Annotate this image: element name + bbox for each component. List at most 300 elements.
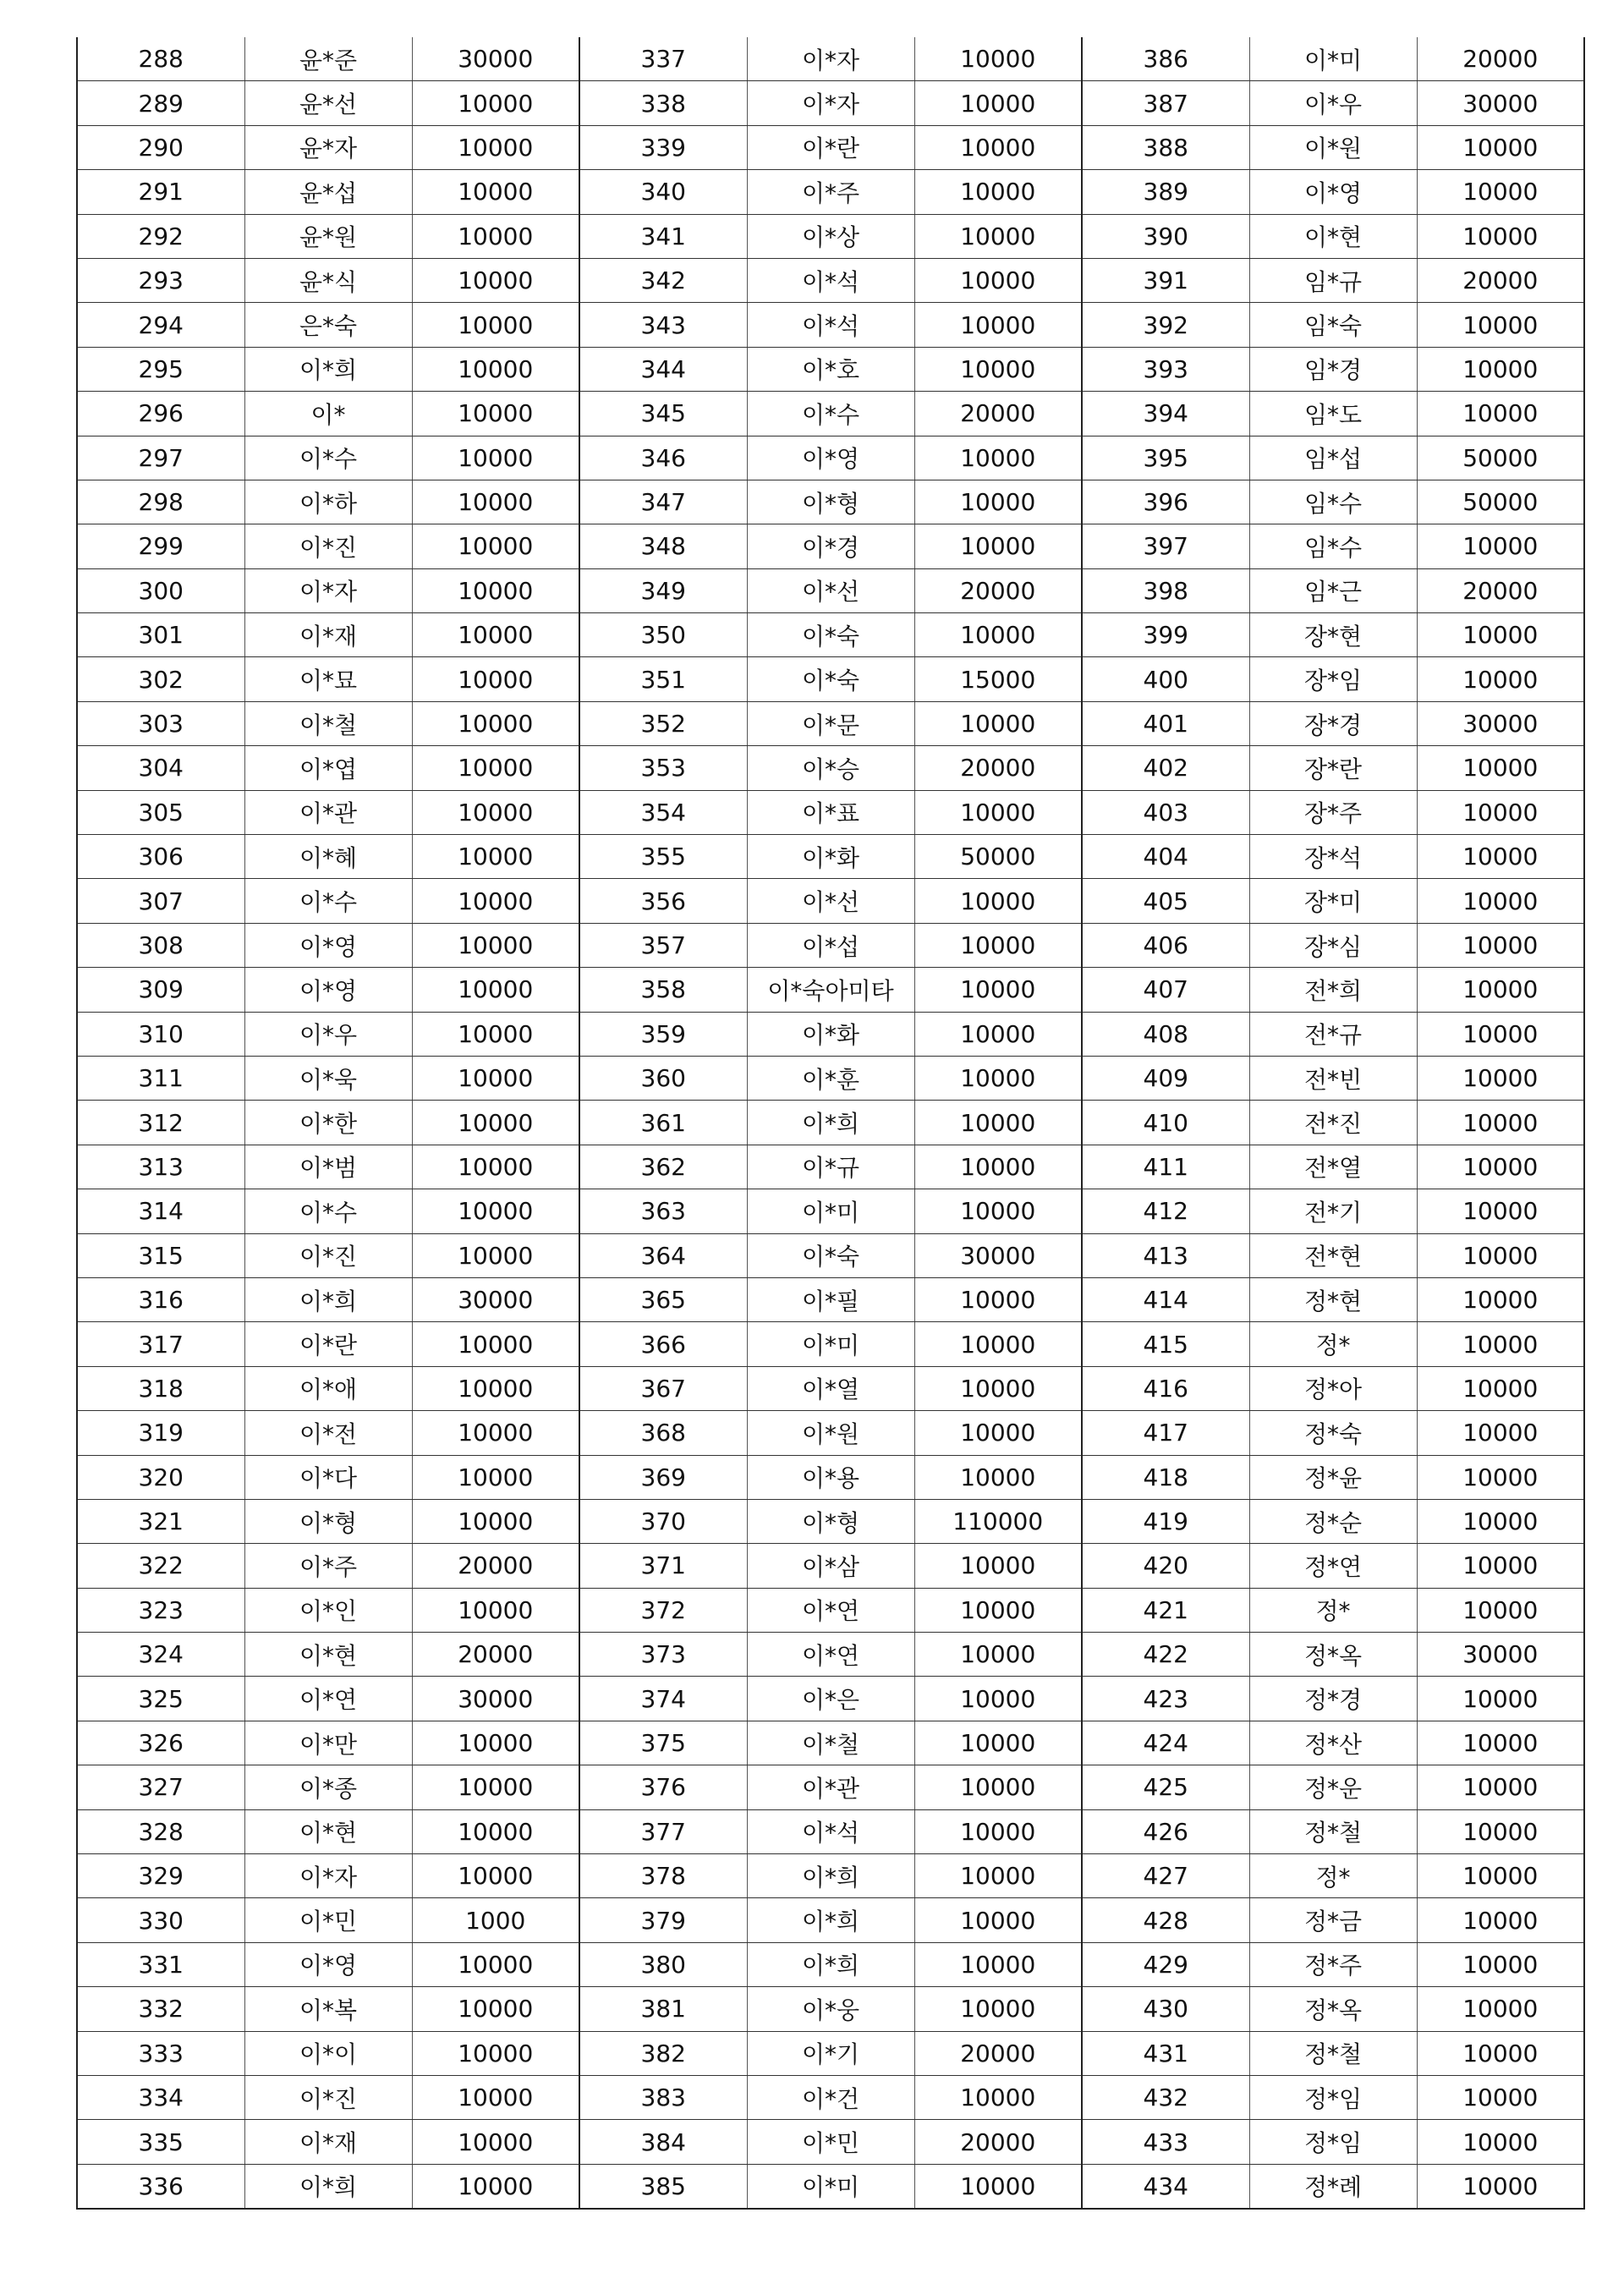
cell-amount: 10000 xyxy=(412,170,579,214)
cell-name: 이*숙 xyxy=(747,613,914,657)
cell-number: 294 xyxy=(77,303,244,347)
cell-number: 398 xyxy=(1082,568,1249,612)
cell-name: 이*영 xyxy=(747,436,914,480)
cell-amount: 10000 xyxy=(412,1366,579,1410)
cell-name: 전*열 xyxy=(1249,1145,1417,1189)
cell-number: 382 xyxy=(579,2031,747,2075)
cell-name: 이*복 xyxy=(244,1987,412,2031)
cell-amount: 10000 xyxy=(412,81,579,125)
cell-number: 343 xyxy=(579,303,747,347)
cell-amount: 10000 xyxy=(412,1056,579,1100)
cell-number: 362 xyxy=(579,1145,747,1189)
cell-number: 357 xyxy=(579,923,747,967)
cell-name: 이*필 xyxy=(747,1277,914,1321)
cell-name: 이*민 xyxy=(747,2120,914,2164)
cell-number: 368 xyxy=(579,1411,747,1455)
cell-amount: 10000 xyxy=(1417,1942,1584,1986)
cell-amount: 10000 xyxy=(412,1854,579,1898)
cell-name: 이*범 xyxy=(244,1145,412,1189)
cell-name: 이*희 xyxy=(244,2164,412,2209)
table-row xyxy=(77,2075,1584,2119)
cell-amount: 10000 xyxy=(412,835,579,879)
cell-name: 정*옥 xyxy=(1249,1987,1417,2031)
table-row xyxy=(77,258,1584,302)
cell-name: 이*애 xyxy=(244,1366,412,1410)
cell-amount: 10000 xyxy=(412,1233,579,1277)
cell-amount: 10000 xyxy=(914,1854,1082,1898)
cell-name: 정* xyxy=(1249,1588,1417,1632)
cell-number: 385 xyxy=(579,2164,747,2209)
cell-number: 416 xyxy=(1082,1366,1249,1410)
cell-amount: 20000 xyxy=(914,746,1082,790)
cell-name: 이*미 xyxy=(747,2164,914,2209)
cell-amount: 10000 xyxy=(1417,835,1584,879)
cell-number: 379 xyxy=(579,1898,747,1942)
cell-amount: 20000 xyxy=(914,392,1082,436)
cell-number: 391 xyxy=(1082,258,1249,302)
cell-amount: 10000 xyxy=(914,1189,1082,1233)
cell-amount: 10000 xyxy=(1417,125,1584,169)
cell-name: 정*철 xyxy=(1249,2031,1417,2075)
cell-amount: 10000 xyxy=(412,1765,579,1809)
cell-amount: 10000 xyxy=(412,1322,579,1366)
cell-amount: 10000 xyxy=(1417,347,1584,391)
cell-name: 이*숙 xyxy=(747,1233,914,1277)
cell-amount: 10000 xyxy=(1417,1012,1584,1056)
cell-name: 전*진 xyxy=(1249,1101,1417,1145)
cell-number: 339 xyxy=(579,125,747,169)
cell-number: 408 xyxy=(1082,1012,1249,1056)
cell-number: 419 xyxy=(1082,1499,1249,1543)
cell-number: 328 xyxy=(77,1809,244,1853)
cell-name: 이*현 xyxy=(244,1633,412,1677)
cell-number: 355 xyxy=(579,835,747,879)
cell-number: 325 xyxy=(77,1677,244,1721)
cell-amount: 10000 xyxy=(1417,2031,1584,2075)
cell-amount: 10000 xyxy=(914,1721,1082,1765)
cell-amount: 10000 xyxy=(914,1411,1082,1455)
cell-amount: 10000 xyxy=(914,2164,1082,2209)
cell-name: 윤*준 xyxy=(244,37,412,81)
cell-amount: 20000 xyxy=(412,1633,579,1677)
cell-name: 이*재 xyxy=(244,613,412,657)
cell-name: 정*임 xyxy=(1249,2075,1417,2119)
donor-table xyxy=(76,37,1585,2210)
cell-amount: 10000 xyxy=(412,214,579,258)
cell-name: 이*웅 xyxy=(747,1987,914,2031)
table-row xyxy=(77,1322,1584,1366)
cell-number: 346 xyxy=(579,436,747,480)
cell-name: 정*주 xyxy=(1249,1942,1417,1986)
cell-number: 407 xyxy=(1082,968,1249,1012)
cell-name: 이*우 xyxy=(1249,81,1417,125)
cell-number: 414 xyxy=(1082,1277,1249,1321)
cell-number: 302 xyxy=(77,657,244,701)
cell-number: 404 xyxy=(1082,835,1249,879)
cell-number: 396 xyxy=(1082,480,1249,524)
cell-amount: 10000 xyxy=(914,1633,1082,1677)
cell-amount: 10000 xyxy=(914,613,1082,657)
cell-amount: 10000 xyxy=(914,1677,1082,1721)
table-row xyxy=(77,1366,1584,1410)
cell-amount: 10000 xyxy=(412,1499,579,1543)
cell-name: 이*철 xyxy=(244,701,412,745)
cell-amount: 10000 xyxy=(914,347,1082,391)
cell-number: 330 xyxy=(77,1898,244,1942)
cell-name: 이*진 xyxy=(244,2075,412,2119)
cell-name: 이*영 xyxy=(1249,170,1417,214)
cell-amount: 10000 xyxy=(412,657,579,701)
table-row xyxy=(77,524,1584,568)
cell-amount: 10000 xyxy=(1417,1322,1584,1366)
cell-name: 윤*자 xyxy=(244,125,412,169)
cell-name: 이*규 xyxy=(747,1145,914,1189)
cell-number: 291 xyxy=(77,170,244,214)
cell-name: 임*수 xyxy=(1249,480,1417,524)
table-row xyxy=(77,657,1584,701)
table-row xyxy=(77,480,1584,524)
cell-amount: 30000 xyxy=(412,1677,579,1721)
cell-amount: 10000 xyxy=(1417,1721,1584,1765)
table-row xyxy=(77,1898,1584,1942)
cell-number: 412 xyxy=(1082,1189,1249,1233)
cell-name: 이*수 xyxy=(244,879,412,923)
cell-number: 365 xyxy=(579,1277,747,1321)
cell-number: 326 xyxy=(77,1721,244,1765)
cell-amount: 10000 xyxy=(914,1809,1082,1853)
cell-number: 356 xyxy=(579,879,747,923)
cell-name: 장*석 xyxy=(1249,835,1417,879)
cell-number: 290 xyxy=(77,125,244,169)
cell-amount: 10000 xyxy=(412,2120,579,2164)
cell-amount: 10000 xyxy=(1417,1588,1584,1632)
cell-name: 이*수 xyxy=(747,392,914,436)
table-row xyxy=(77,701,1584,745)
cell-name: 이*욱 xyxy=(244,1056,412,1100)
cell-number: 399 xyxy=(1082,613,1249,657)
cell-number: 395 xyxy=(1082,436,1249,480)
cell-name: 이*석 xyxy=(747,1809,914,1853)
cell-name: 전*빈 xyxy=(1249,1056,1417,1100)
cell-amount: 20000 xyxy=(1417,37,1584,81)
cell-amount: 10000 xyxy=(1417,1499,1584,1543)
cell-name: 이*미 xyxy=(1249,37,1417,81)
cell-amount: 10000 xyxy=(1417,879,1584,923)
cell-name: 전*규 xyxy=(1249,1012,1417,1056)
cell-name: 이* xyxy=(244,392,412,436)
cell-amount: 20000 xyxy=(914,568,1082,612)
cell-amount: 10000 xyxy=(412,879,579,923)
table-row xyxy=(77,613,1584,657)
cell-amount: 10000 xyxy=(914,480,1082,524)
cell-amount: 10000 xyxy=(412,968,579,1012)
cell-number: 428 xyxy=(1082,1898,1249,1942)
cell-name: 이*현 xyxy=(1249,214,1417,258)
cell-amount: 10000 xyxy=(412,701,579,745)
cell-amount: 10000 xyxy=(914,1455,1082,1499)
cell-name: 이*석 xyxy=(747,258,914,302)
cell-amount: 10000 xyxy=(412,1189,579,1233)
cell-amount: 10000 xyxy=(914,1898,1082,1942)
cell-name: 임*근 xyxy=(1249,568,1417,612)
cell-name: 이*희 xyxy=(747,1854,914,1898)
cell-name: 이*관 xyxy=(244,790,412,834)
cell-amount: 10000 xyxy=(1417,1056,1584,1100)
cell-amount: 10000 xyxy=(1417,1987,1584,2031)
cell-amount: 10000 xyxy=(1417,1366,1584,1410)
cell-amount: 10000 xyxy=(412,1012,579,1056)
cell-name: 이*연 xyxy=(244,1677,412,1721)
cell-amount: 10000 xyxy=(412,2075,579,2119)
cell-name: 이*희 xyxy=(747,1898,914,1942)
cell-amount: 10000 xyxy=(1417,1677,1584,1721)
cell-amount: 10000 xyxy=(1417,613,1584,657)
cell-number: 387 xyxy=(1082,81,1249,125)
cell-number: 383 xyxy=(579,2075,747,2119)
cell-name: 이*수 xyxy=(244,436,412,480)
cell-number: 353 xyxy=(579,746,747,790)
cell-name: 정*숙 xyxy=(1249,1411,1417,1455)
cell-number: 394 xyxy=(1082,392,1249,436)
cell-amount: 10000 xyxy=(1417,1233,1584,1277)
cell-name: 이*상 xyxy=(747,214,914,258)
cell-amount: 30000 xyxy=(1417,701,1584,745)
cell-name: 전*기 xyxy=(1249,1189,1417,1233)
cell-amount: 10000 xyxy=(1417,1101,1584,1145)
cell-amount: 10000 xyxy=(914,170,1082,214)
cell-number: 425 xyxy=(1082,1765,1249,1809)
cell-amount: 20000 xyxy=(914,2120,1082,2164)
table-row xyxy=(77,1499,1584,1543)
cell-name: 이*숙 xyxy=(747,657,914,701)
cell-number: 323 xyxy=(77,1588,244,1632)
cell-number: 333 xyxy=(77,2031,244,2075)
cell-name: 이*한 xyxy=(244,1101,412,1145)
cell-name: 정*례 xyxy=(1249,2164,1417,2209)
cell-name: 이*란 xyxy=(244,1322,412,1366)
cell-number: 361 xyxy=(579,1101,747,1145)
cell-name: 이*원 xyxy=(747,1411,914,1455)
table-row xyxy=(77,1677,1584,1721)
cell-number: 430 xyxy=(1082,1987,1249,2031)
cell-amount: 10000 xyxy=(1417,790,1584,834)
cell-amount: 10000 xyxy=(412,436,579,480)
cell-name: 이*섭 xyxy=(747,923,914,967)
cell-amount: 10000 xyxy=(412,1721,579,1765)
cell-name: 정*산 xyxy=(1249,1721,1417,1765)
cell-amount: 10000 xyxy=(1417,1277,1584,1321)
cell-number: 341 xyxy=(579,214,747,258)
cell-amount: 10000 xyxy=(1417,1145,1584,1189)
cell-amount: 10000 xyxy=(1417,392,1584,436)
table-row xyxy=(77,37,1584,81)
cell-name: 이*호 xyxy=(747,347,914,391)
cell-number: 316 xyxy=(77,1277,244,1321)
cell-number: 308 xyxy=(77,923,244,967)
cell-amount: 20000 xyxy=(412,1544,579,1588)
cell-number: 401 xyxy=(1082,701,1249,745)
cell-name: 이*종 xyxy=(244,1765,412,1809)
cell-name: 임*규 xyxy=(1249,258,1417,302)
cell-number: 392 xyxy=(1082,303,1249,347)
cell-number: 315 xyxy=(77,1233,244,1277)
cell-name: 이*묘 xyxy=(244,657,412,701)
cell-amount: 10000 xyxy=(412,1987,579,2031)
table-row xyxy=(77,568,1584,612)
cell-number: 359 xyxy=(579,1012,747,1056)
cell-amount: 10000 xyxy=(1417,303,1584,347)
cell-number: 324 xyxy=(77,1633,244,1677)
cell-number: 301 xyxy=(77,613,244,657)
cell-amount: 30000 xyxy=(1417,1633,1584,1677)
cell-amount: 10000 xyxy=(1417,746,1584,790)
cell-name: 이*주 xyxy=(747,170,914,214)
table-row xyxy=(77,2164,1584,2209)
cell-amount: 10000 xyxy=(914,1765,1082,1809)
cell-name: 정*운 xyxy=(1249,1765,1417,1809)
cell-amount: 10000 xyxy=(914,214,1082,258)
cell-number: 358 xyxy=(579,968,747,1012)
cell-name: 임*숙 xyxy=(1249,303,1417,347)
cell-amount: 10000 xyxy=(914,1322,1082,1366)
cell-name: 이*연 xyxy=(747,1633,914,1677)
cell-number: 413 xyxy=(1082,1233,1249,1277)
cell-name: 이*이 xyxy=(244,2031,412,2075)
table-row xyxy=(77,1633,1584,1677)
cell-name: 전*현 xyxy=(1249,1233,1417,1277)
cell-amount: 10000 xyxy=(412,2031,579,2075)
cell-name: 임*섭 xyxy=(1249,436,1417,480)
cell-number: 334 xyxy=(77,2075,244,2119)
cell-amount: 30000 xyxy=(1417,81,1584,125)
cell-name: 이*기 xyxy=(747,2031,914,2075)
cell-number: 411 xyxy=(1082,1145,1249,1189)
cell-amount: 10000 xyxy=(914,879,1082,923)
cell-name: 이*주 xyxy=(244,1544,412,1588)
cell-amount: 10000 xyxy=(914,524,1082,568)
table-row xyxy=(77,746,1584,790)
cell-number: 377 xyxy=(579,1809,747,1853)
table-row xyxy=(77,1765,1584,1809)
cell-amount: 10000 xyxy=(412,613,579,657)
cell-name: 이*형 xyxy=(747,1499,914,1543)
cell-name: 이*경 xyxy=(747,524,914,568)
cell-number: 348 xyxy=(579,524,747,568)
cell-amount: 10000 xyxy=(412,1145,579,1189)
cell-number: 295 xyxy=(77,347,244,391)
cell-number: 434 xyxy=(1082,2164,1249,2209)
cell-amount: 10000 xyxy=(914,436,1082,480)
cell-number: 406 xyxy=(1082,923,1249,967)
cell-name: 윤*원 xyxy=(244,214,412,258)
cell-amount: 10000 xyxy=(1417,1898,1584,1942)
cell-number: 299 xyxy=(77,524,244,568)
cell-name: 이*표 xyxy=(747,790,914,834)
cell-amount: 10000 xyxy=(914,1145,1082,1189)
cell-name: 이*영 xyxy=(244,1942,412,1986)
cell-number: 363 xyxy=(579,1189,747,1233)
cell-amount: 10000 xyxy=(412,258,579,302)
cell-number: 300 xyxy=(77,568,244,612)
table-row xyxy=(77,1411,1584,1455)
cell-name: 이*민 xyxy=(244,1898,412,1942)
cell-number: 384 xyxy=(579,2120,747,2164)
table-row xyxy=(77,81,1584,125)
cell-name: 장*현 xyxy=(1249,613,1417,657)
cell-amount: 10000 xyxy=(914,1588,1082,1632)
cell-amount: 10000 xyxy=(914,258,1082,302)
cell-number: 320 xyxy=(77,1455,244,1499)
cell-name: 이*은 xyxy=(747,1677,914,1721)
table-row xyxy=(77,2031,1584,2075)
cell-number: 304 xyxy=(77,746,244,790)
cell-number: 289 xyxy=(77,81,244,125)
cell-number: 389 xyxy=(1082,170,1249,214)
cell-name: 이*선 xyxy=(747,879,914,923)
cell-number: 376 xyxy=(579,1765,747,1809)
cell-name: 정* xyxy=(1249,1854,1417,1898)
cell-name: 정*임 xyxy=(1249,2120,1417,2164)
table-row xyxy=(77,436,1584,480)
cell-amount: 10000 xyxy=(412,1588,579,1632)
cell-number: 307 xyxy=(77,879,244,923)
table-row xyxy=(77,214,1584,258)
cell-number: 340 xyxy=(579,170,747,214)
table-row xyxy=(77,1145,1584,1189)
cell-name: 이*희 xyxy=(747,1101,914,1145)
cell-amount: 10000 xyxy=(914,968,1082,1012)
table-row xyxy=(77,347,1584,391)
cell-number: 400 xyxy=(1082,657,1249,701)
cell-number: 305 xyxy=(77,790,244,834)
cell-name: 이*열 xyxy=(747,1366,914,1410)
cell-amount: 10000 xyxy=(1417,968,1584,1012)
cell-number: 422 xyxy=(1082,1633,1249,1677)
cell-amount: 10000 xyxy=(914,2075,1082,2119)
cell-amount: 10000 xyxy=(412,790,579,834)
cell-number: 432 xyxy=(1082,2075,1249,2119)
cell-number: 433 xyxy=(1082,2120,1249,2164)
cell-amount: 10000 xyxy=(1417,2120,1584,2164)
cell-name: 정*연 xyxy=(1249,1544,1417,1588)
cell-amount: 10000 xyxy=(1417,1411,1584,1455)
cell-number: 374 xyxy=(579,1677,747,1721)
cell-name: 이*미 xyxy=(747,1322,914,1366)
cell-name: 윤*선 xyxy=(244,81,412,125)
table-row xyxy=(77,1056,1584,1100)
cell-name: 장*미 xyxy=(1249,879,1417,923)
cell-number: 364 xyxy=(579,1233,747,1277)
cell-number: 352 xyxy=(579,701,747,745)
cell-number: 331 xyxy=(77,1942,244,1986)
table-row xyxy=(77,923,1584,967)
cell-name: 장*심 xyxy=(1249,923,1417,967)
cell-name: 이*삼 xyxy=(747,1544,914,1588)
table-row xyxy=(77,1544,1584,1588)
cell-number: 369 xyxy=(579,1455,747,1499)
cell-number: 303 xyxy=(77,701,244,745)
cell-number: 311 xyxy=(77,1056,244,1100)
cell-number: 418 xyxy=(1082,1455,1249,1499)
cell-number: 293 xyxy=(77,258,244,302)
cell-amount: 10000 xyxy=(914,1987,1082,2031)
cell-number: 336 xyxy=(77,2164,244,2209)
cell-amount: 30000 xyxy=(412,37,579,81)
cell-number: 409 xyxy=(1082,1056,1249,1100)
cell-number: 380 xyxy=(579,1942,747,1986)
cell-amount: 10000 xyxy=(914,1942,1082,1986)
table-row xyxy=(77,879,1584,923)
